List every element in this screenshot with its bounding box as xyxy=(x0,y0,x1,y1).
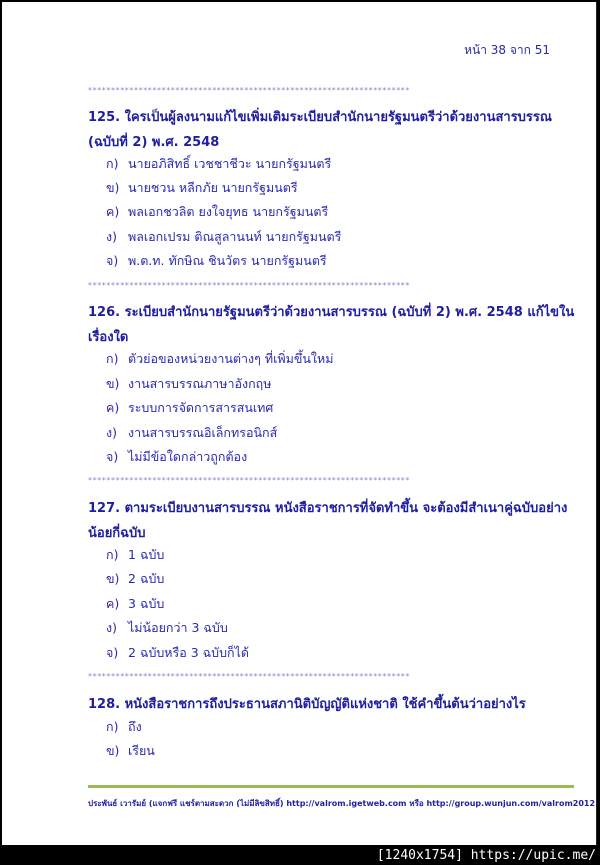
option: ข) 2 ฉบับ xyxy=(106,571,165,586)
question-125: 125. ใครเป็นผู้ลงนามแก้ไขเพิ่มเติมระเบียบสำนักนายรัฐมนตรีว่าด้วยงานสารบรรณ (ฉบับที่ 2) พ.ศ. 2548 xyxy=(88,110,552,150)
option: ข) งานสารบรรณภาษาอังกฤษ xyxy=(106,376,272,391)
option: ก) ตัวย่อของหน่วยงานต่างๆ ที่เพิ่มขึ้นใหม่ xyxy=(106,351,334,366)
footer-credit: ประพันธ์ เวารัมย์ (แจกฟรี แชร์ตามสะดวก (ไม่มีลิขสิทธิ์) http://valrom.igetweb.com หรือ http://group.wunjun.com/valrom2012 xyxy=(88,799,596,808)
question-128: 128. หนังสือราชการถึงประธานสภานิติบัญญัติแห่งชาติ ใช้คำขึ้นต้นว่าอย่างไร xyxy=(88,697,526,712)
option: ข) นายชวน หลีกภัย นายกรัฐมนตรี xyxy=(106,180,298,195)
option: ง) ไม่น้อยกว่า 3 ฉบับ xyxy=(106,620,228,635)
separator: ********************************************************************** xyxy=(88,86,410,95)
separator: ********************************************************************** xyxy=(88,672,410,681)
option: ง) งานสารบรรณอิเล็กทรอนิกส์ xyxy=(106,425,278,440)
separator: ********************************************************************** xyxy=(88,476,410,485)
separator: ********************************************************************** xyxy=(88,281,410,290)
option: จ) 2 ฉบับหรือ 3 ฉบับก็ได้ xyxy=(106,645,250,660)
option: ก) นายอภิสิทธิ์ เวชชาชีวะ นายกรัฐมนตรี xyxy=(106,156,332,171)
question-127: 127. ตามระเบียบงานสารบรรณ หนังสือราชการที่จัดทำขึ้น จะต้องมีสำเนาคู่ฉบับอย่างน้อยกี่ฉบับ xyxy=(88,501,568,541)
option: ง) พลเอกเปรม ติณสูลานนท์ นายกรัฐมนตรี xyxy=(106,229,342,244)
option: ค) 3 ฉบับ xyxy=(106,596,165,611)
option: ค) พลเอกชวลิต ยงใจยุทธ นายกรัฐมนตรี xyxy=(106,204,329,219)
option: จ) ไม่มีข้อใดกล่าวถูกต้อง xyxy=(106,449,248,464)
option: ค) ระบบการจัดการสารสนเทศ xyxy=(106,400,274,415)
option: ข) เรียน xyxy=(106,743,155,758)
footer-divider xyxy=(88,785,574,788)
page-indicator: หน้า 38 จาก 51 xyxy=(464,43,550,57)
option: ก) 1 ฉบับ xyxy=(106,547,165,562)
question-126: 126. ระเบียบสำนักนายรัฐมนตรีว่าด้วยงานสารบรรณ (ฉบับที่ 2) พ.ศ. 2548 แก้ไขในเรื่องใด xyxy=(88,305,575,345)
watermark: [1240x1754] https://upic.me/ xyxy=(376,848,596,863)
option: ก) ถึง xyxy=(106,719,142,734)
document-page xyxy=(2,2,597,845)
option: จ) พ.ต.ท. ทักษิณ ชินวัตร นายกรัฐมนตรี xyxy=(106,253,327,268)
